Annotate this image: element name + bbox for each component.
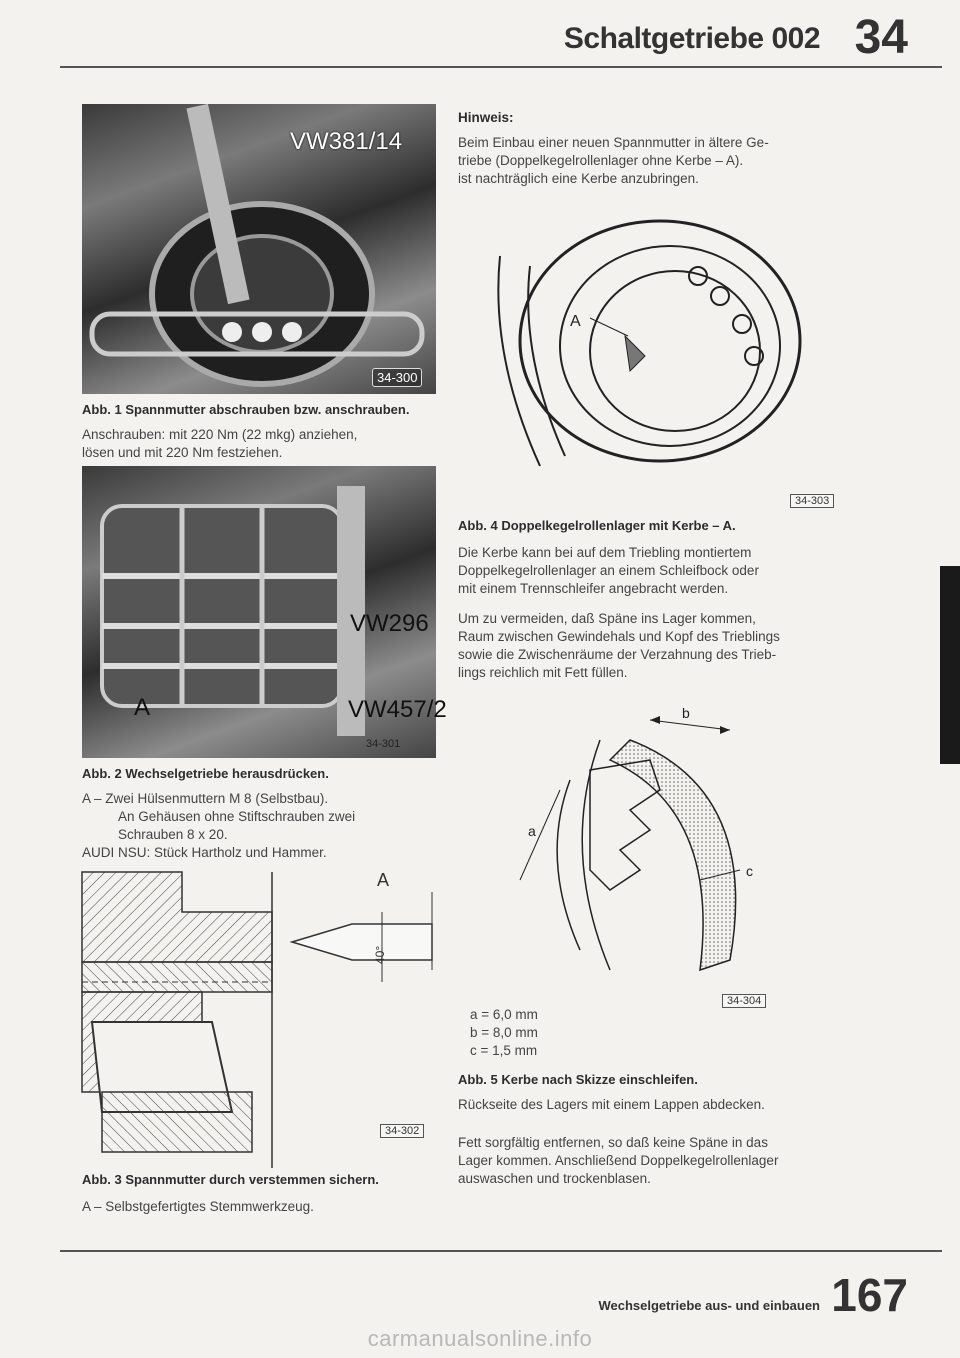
abb3-label-a: A: [377, 870, 390, 890]
abb3-angle-label: 40°: [373, 945, 387, 964]
abb5-line: Fett sorgfältig entfernen, so daß keine Späne in das: [458, 1135, 768, 1150]
abb5-line: Lager kommen. Anschließend Doppelkegelrollenlager: [458, 1153, 779, 1168]
dimension-a: a = 6,0 mm: [470, 1007, 538, 1022]
abb4-text2: [458, 610, 780, 682]
section-number: 34: [854, 11, 908, 64]
abb5-label-a: a: [528, 823, 536, 839]
abb4-line: Um zu vermeiden, daß Späne ins Lager kommen,: [458, 611, 756, 626]
abb2-photo: [82, 466, 447, 758]
abb5-line: auswaschen und trockenblasen.: [458, 1171, 651, 1186]
abb2-item: AUDI NSU: Stück Hartholz und Hammer.: [82, 845, 327, 860]
hinweis-line: Beim Einbau einer neuen Spannmutter in ältere Ge-: [458, 135, 769, 150]
hinweis-title: Hinweis:: [458, 110, 514, 125]
abb1-reference: 34-300: [372, 368, 422, 387]
abb2-text: [82, 790, 442, 862]
abb4-line: lings reichlich mit Fett füllen.: [458, 665, 628, 680]
watermark: carmanualsonline.info: [367, 1326, 593, 1351]
chapter-tab-marker: [940, 566, 960, 764]
abb5-dimensions: [470, 1006, 538, 1060]
abb2-item-detail: An Gehäusen ohne Stiftschrauben zwei: [118, 809, 356, 824]
abb4-reference: 34-303: [790, 494, 834, 508]
header-rule: [60, 66, 942, 68]
abb2-tool-label: VW296: [350, 610, 429, 637]
abb3-caption: Abb. 3 Spannmutter durch verstemmen sichern.: [82, 1172, 379, 1187]
abb4-line: Doppelkegelrollenlager an einem Schleifbock oder: [458, 563, 759, 578]
abb2-point-label: A: [134, 694, 151, 721]
abb5-label-c: c: [746, 863, 753, 879]
abb5-label-b: b: [682, 705, 690, 721]
abb1-text: [82, 426, 357, 462]
abb5-text: [458, 1096, 765, 1114]
abb2-item: A – Zwei Hülsenmuttern M 8 (Selbstbau).: [82, 791, 329, 806]
abb2-caption: Abb. 2 Wechselgetriebe herausdrücken.: [82, 766, 329, 781]
abb5-caption: Abb. 5 Kerbe nach Skizze einschleifen.: [458, 1072, 698, 1087]
footer-chapter-title: Wechselgetriebe aus- und einbauen: [598, 1298, 820, 1313]
abb2-tool-label: VW457/2: [348, 696, 447, 723]
abb1-tool-label: VW381/14: [290, 128, 403, 155]
hinweis-line: ist nachträglich eine Kerbe anzubringen.: [458, 171, 699, 186]
abb3-item: A – Selbstgefertigtes Stemmwerkzeug.: [82, 1199, 314, 1214]
abb4-text: [458, 544, 759, 598]
page-number: 167: [831, 1269, 908, 1321]
dimension-c: c = 1,5 mm: [470, 1043, 538, 1058]
abb1-text-line: lösen und mit 220 Nm festziehen.: [82, 445, 283, 460]
abb4-caption: Abb. 4 Doppelkegelrollenlager mit Kerbe – A.: [458, 518, 736, 533]
abb2-item-detail: Schrauben 8 x 20.: [118, 827, 228, 842]
abb3-text: [82, 1198, 314, 1216]
abb1-text-line: Anschrauben: mit 220 Nm (22 mkg) anziehen,: [82, 427, 358, 442]
abb4-drawing: [470, 196, 810, 476]
abb5-text2: [458, 1134, 778, 1188]
abb5-line: Rückseite des Lagers mit einem Lappen abdecken.: [458, 1097, 765, 1112]
abb1-caption: Abb. 1 Spannmutter abschrauben bzw. anschrauben.: [82, 402, 410, 417]
page-title: Schaltgetriebe 002: [563, 22, 820, 55]
abb4-line: Raum zwischen Gewindehals und Kopf des Trieblings: [458, 629, 780, 644]
abb1-photo: [82, 104, 436, 394]
abb5-reference: 34-304: [722, 994, 766, 1008]
abb4-label-a: A: [570, 313, 581, 330]
abb4-line: sowie die Zwischenräume der Verzahnung des Trieb-: [458, 647, 777, 662]
abb4-line: mit einem Trennschleifer angebracht werden.: [458, 581, 729, 596]
abb5-drawing: [500, 700, 800, 1000]
abb3-reference: 34-302: [380, 1124, 424, 1138]
hinweis-text: [458, 134, 769, 188]
hinweis-line: triebe (Doppelkegelrollenlager ohne Kerbe – A).: [458, 153, 744, 168]
dimension-b: b = 8,0 mm: [470, 1025, 538, 1040]
abb4-line: Die Kerbe kann bei auf dem Triebling montiertem: [458, 545, 752, 560]
abb2-reference: 34-301: [366, 738, 401, 750]
footer-rule: [60, 1250, 942, 1252]
